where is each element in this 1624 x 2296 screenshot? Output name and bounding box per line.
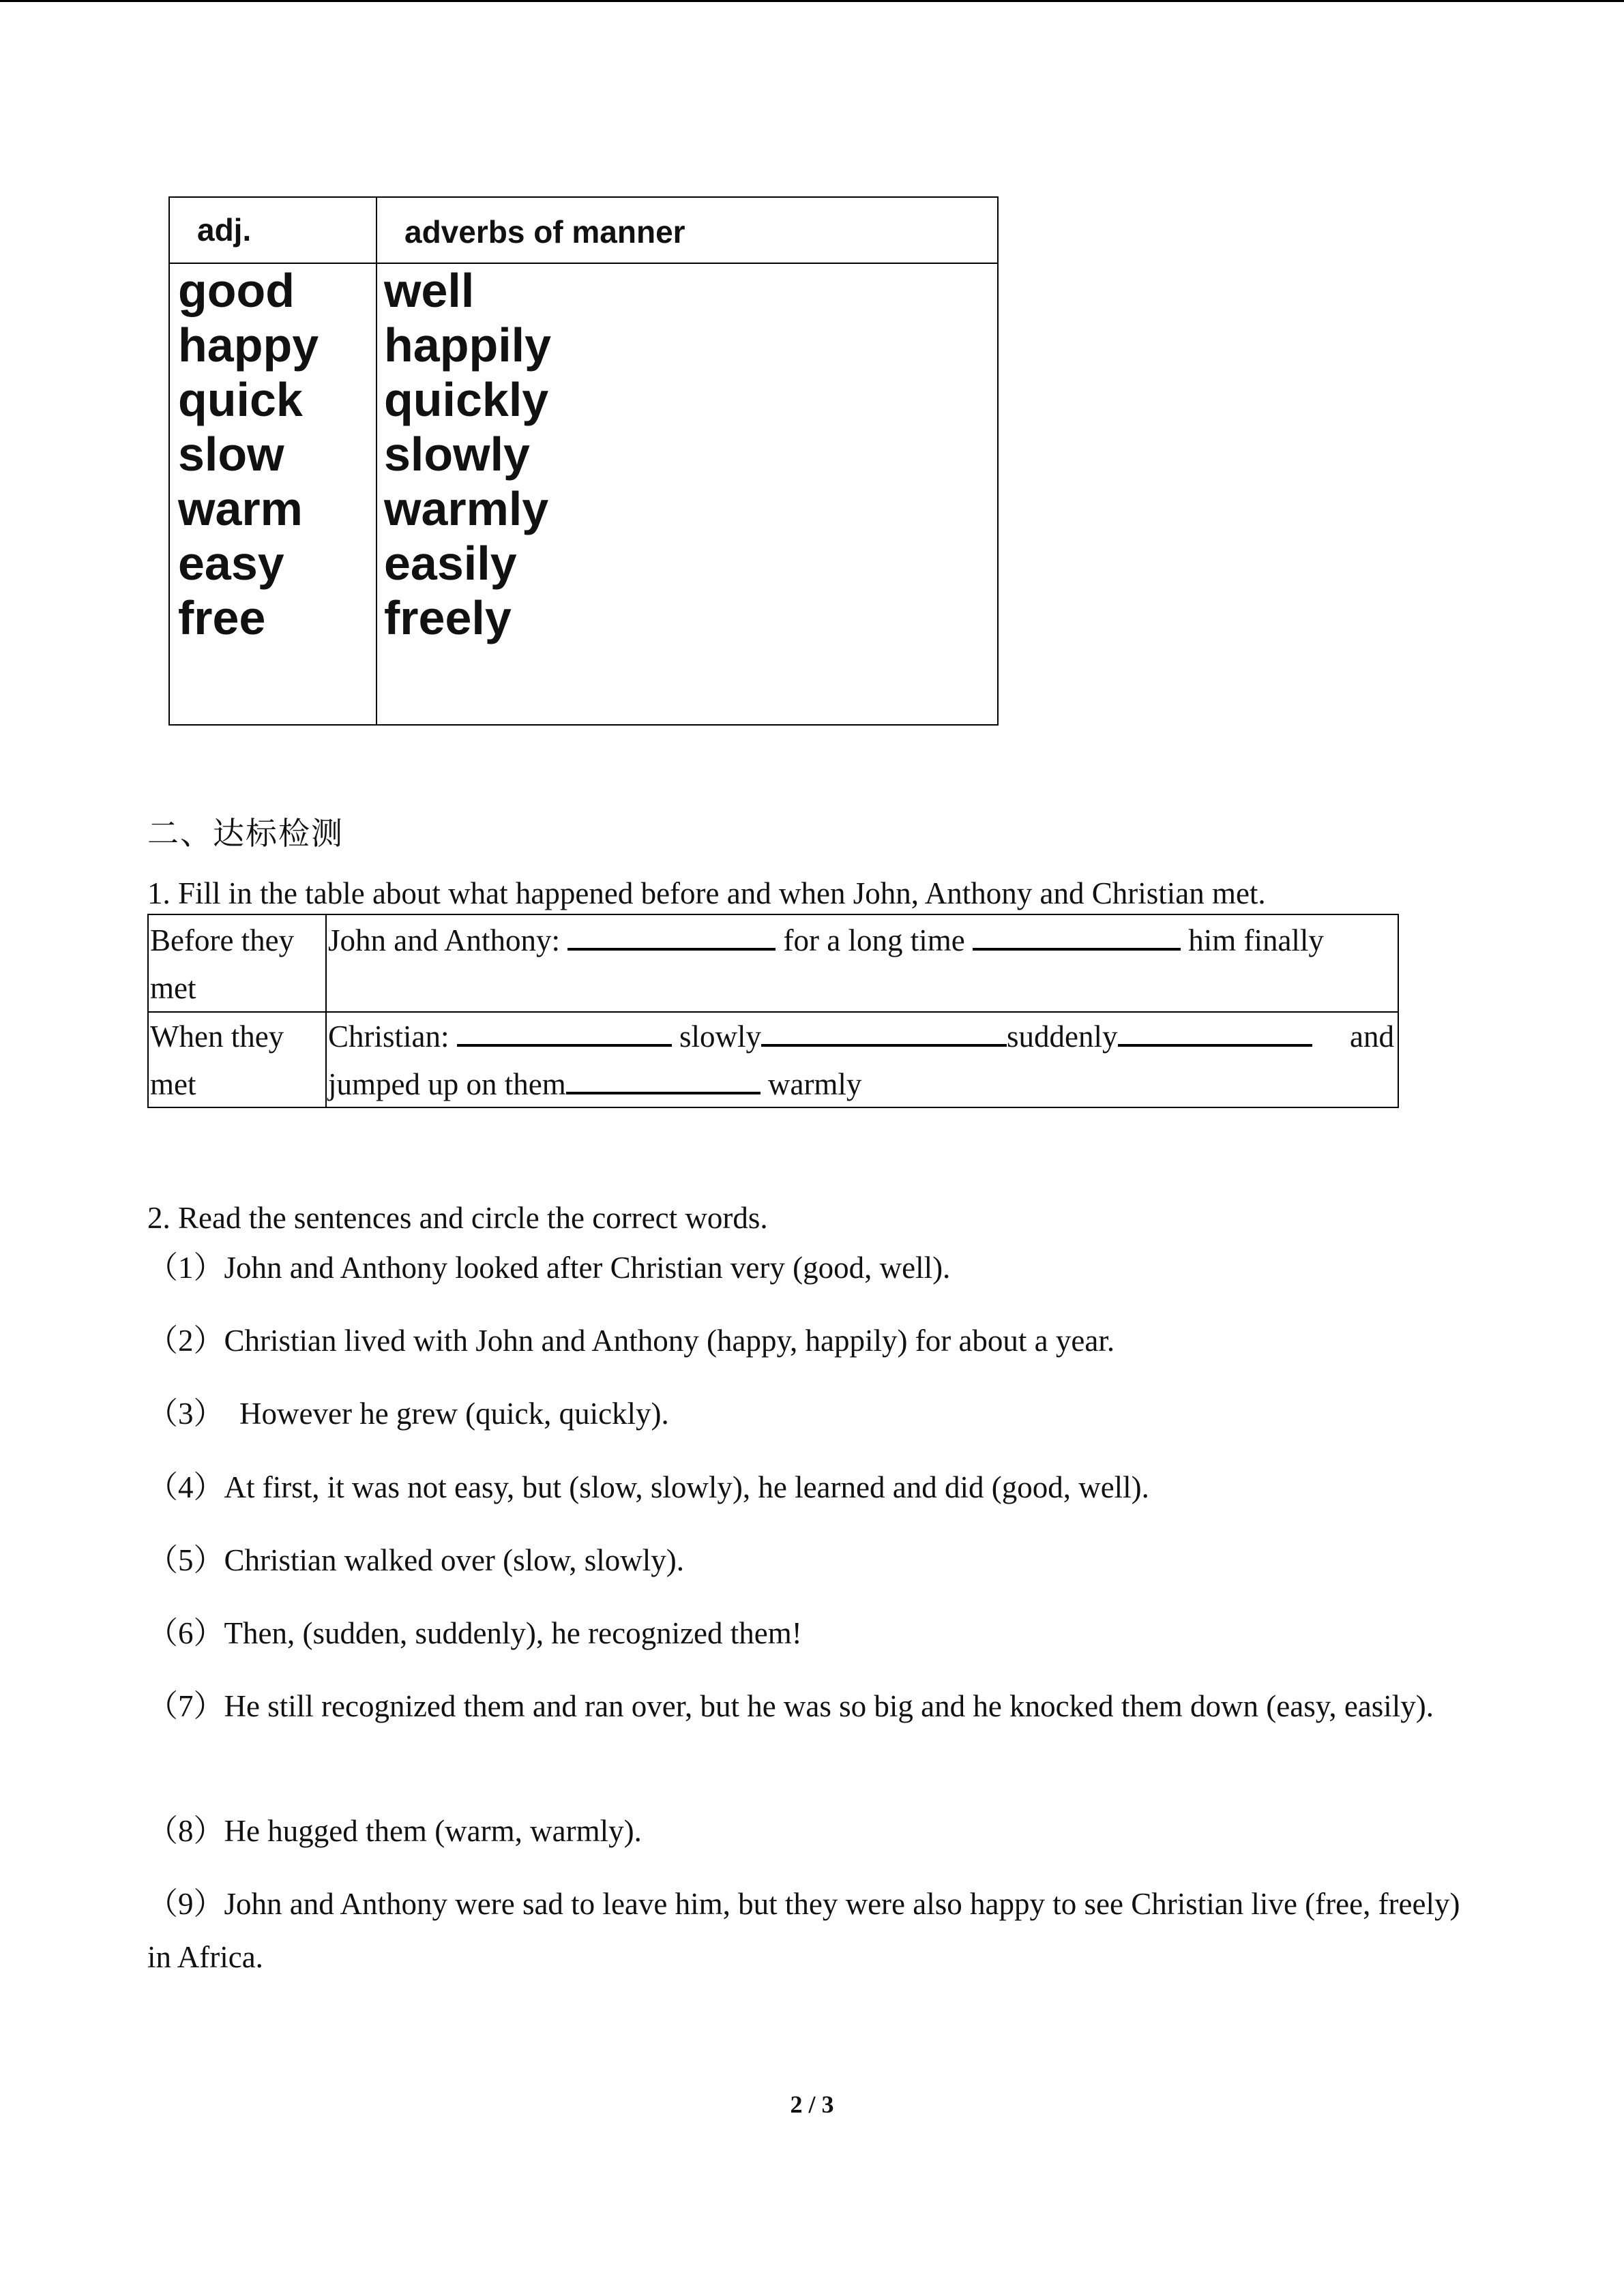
list-item — [147, 1607, 1471, 1660]
adjective-word: free — [178, 591, 266, 644]
adjective-column — [178, 263, 319, 645]
row-before-content — [328, 916, 1396, 964]
row-when-content — [328, 1013, 1396, 1108]
item-text: He still recognized them and ran over, but he was so big and he knocked them down (easy, easily). — [224, 1689, 1434, 1723]
adjective-word: good — [178, 264, 295, 317]
item-text: Christian walked over (slow, slowly). — [224, 1543, 684, 1577]
item-text: Then, (sudden, suddenly), he recognized them! — [224, 1616, 802, 1650]
item-text: At first, it was not easy, but (slow, slowly), he learned and did (good, well). — [224, 1470, 1149, 1504]
cue-text: warmly — [767, 1067, 862, 1101]
fill-in-table — [147, 914, 1399, 1108]
adverbs-table — [168, 196, 999, 726]
item-number: （2） — [147, 1324, 224, 1358]
row-label-when: When they met — [150, 1019, 284, 1101]
list-item — [147, 1241, 1471, 1294]
list-item — [147, 1387, 1471, 1440]
adjective-word: happy — [178, 318, 319, 372]
page-number: 2 / 3 — [790, 2091, 834, 2118]
item-number: （3） — [147, 1397, 224, 1431]
list-item — [147, 1804, 1471, 1858]
answer-blank[interactable] — [973, 918, 1181, 951]
item-number: （9） — [147, 1887, 224, 1921]
cue-text: him finally — [1188, 923, 1324, 957]
answer-blank[interactable] — [1118, 1014, 1312, 1047]
adverb-word: quickly — [384, 373, 549, 426]
list-item — [147, 1534, 1471, 1587]
cue-text: for a long time — [783, 923, 965, 957]
list-item — [147, 1461, 1471, 1514]
item-text: John and Anthony looked after Christian very (good, well). — [224, 1251, 951, 1285]
list-item — [147, 1877, 1471, 1984]
top-border-line — [0, 0, 1624, 2]
header-adverbs: adverbs of manner — [404, 214, 685, 250]
item-number: （1） — [147, 1251, 224, 1285]
adjective-word: easy — [178, 537, 284, 590]
item-number: （7） — [147, 1689, 224, 1723]
item-number: （8） — [147, 1814, 224, 1848]
subject-label: John and Anthony: — [328, 923, 561, 957]
item-text: Christian lived with John and Anthony (happy, happily) for about a year. — [224, 1324, 1115, 1358]
answer-blank[interactable] — [566, 1062, 761, 1094]
adverb-word: warmly — [384, 482, 549, 535]
adverb-word: well — [384, 264, 475, 317]
answer-blank[interactable] — [761, 1014, 1007, 1047]
list-item — [147, 1680, 1471, 1733]
adjective-word: slow — [178, 428, 284, 481]
item-number: （5） — [147, 1543, 224, 1577]
item-text: He hugged them (warm, warmly). — [224, 1814, 642, 1848]
section-title: 二、达标检测 — [147, 815, 344, 852]
adverb-word: happily — [384, 318, 552, 372]
cue-text: and — [1350, 1019, 1394, 1054]
answer-blank[interactable] — [567, 918, 776, 951]
question-1-instruction: 1. Fill in the table about what happened before and when John, Anthony and Christian met. — [147, 876, 1266, 910]
row-label-before: Before they met — [150, 923, 295, 1005]
item-number: （4） — [147, 1470, 224, 1504]
cue-text: suddenly — [1007, 1019, 1118, 1054]
adjective-word: quick — [178, 373, 303, 426]
question-2-instruction: 2. Read the sentences and circle the correct words. — [147, 1201, 768, 1235]
adjective-word: warm — [178, 482, 303, 535]
list-item — [147, 1314, 1471, 1367]
item-text: However he grew (quick, quickly). — [224, 1397, 669, 1431]
adverb-word: freely — [384, 591, 512, 644]
item-text: John and Anthony were sad to leave him, but they were also happy to see Christian live (free, freely) in Africa. — [147, 1887, 1460, 1974]
adverb-word: easily — [384, 537, 517, 590]
header-adj: adj. — [197, 212, 252, 248]
cue-text: slowly — [679, 1019, 762, 1054]
item-number: （6） — [147, 1616, 224, 1650]
cue-text: jumped up on them — [328, 1067, 566, 1101]
adverb-word: slowly — [384, 428, 530, 481]
table-divider — [376, 198, 377, 724]
answer-blank[interactable] — [457, 1014, 672, 1047]
subject-label: Christian: — [328, 1019, 449, 1054]
adverb-column — [384, 263, 551, 645]
